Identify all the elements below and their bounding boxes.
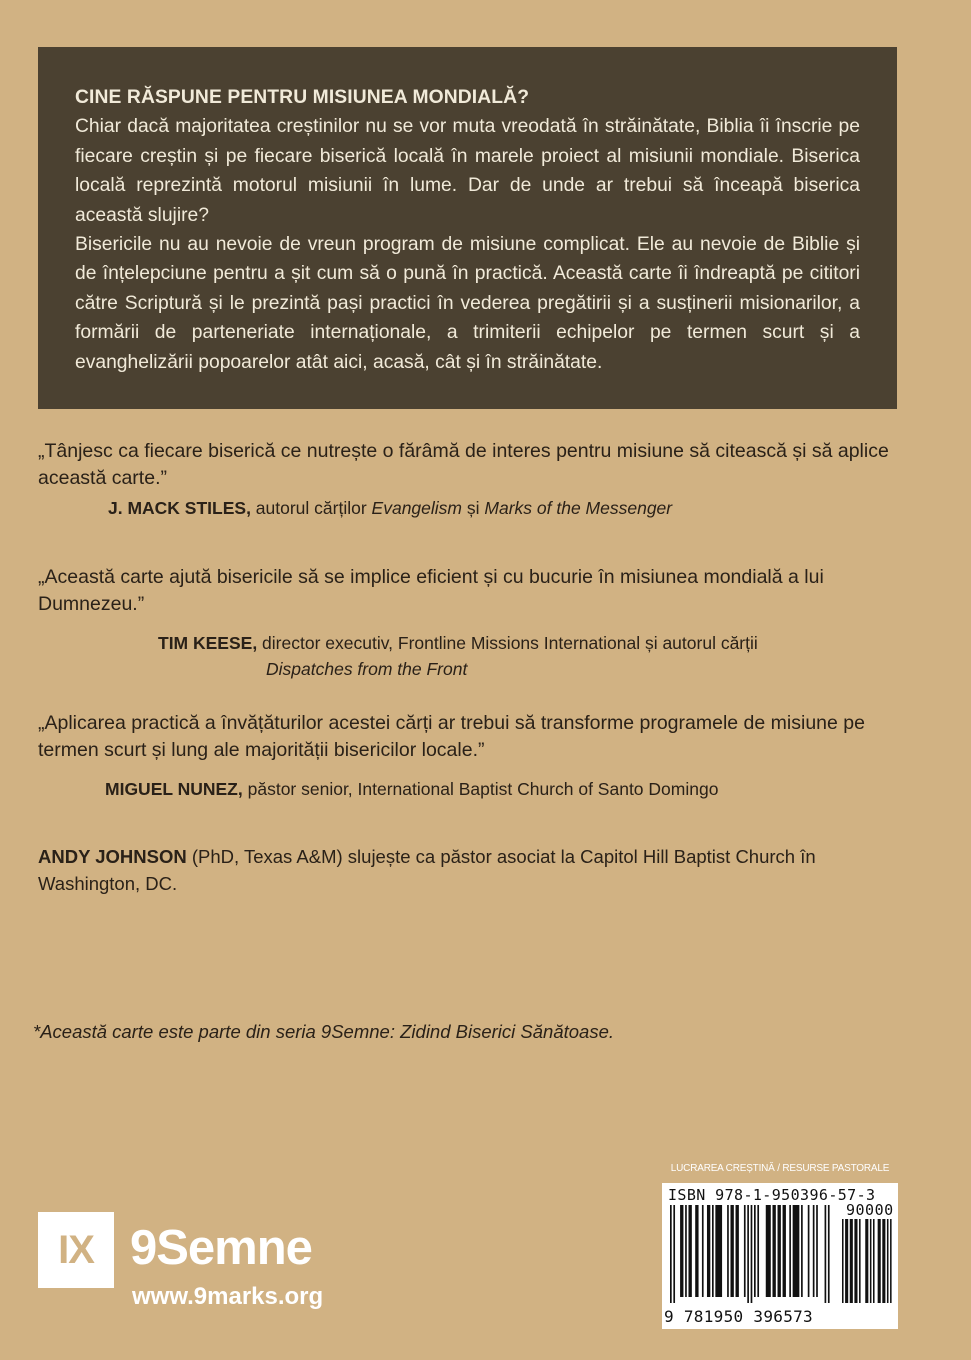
endorsement-1-book-1: Evangelism [371, 498, 463, 518]
endorsement-2-attribution [158, 630, 758, 656]
barcode-bar [744, 1205, 746, 1297]
publisher-url: www.9marks.org [132, 1283, 324, 1310]
barcode-bar [845, 1219, 848, 1303]
author-bio [38, 843, 918, 897]
endorsement-1 [38, 438, 898, 492]
barcode-bar [702, 1205, 704, 1297]
barcode-bar [715, 1205, 722, 1297]
endorsement-1-name: J. MACK STILES, [108, 498, 251, 518]
barcode-bar [680, 1205, 683, 1297]
barcode-bar [882, 1219, 885, 1303]
endorsement-1-attribution [108, 495, 672, 521]
barcode-bar [854, 1219, 857, 1303]
barcode-bar [766, 1205, 771, 1297]
barcode-bar [789, 1205, 791, 1297]
description-heading: CINE RĂSPUNE PENTRU MISIUNEA MONDIALĂ? [75, 87, 530, 108]
barcode-bar [828, 1205, 830, 1303]
barcode-bar [727, 1205, 729, 1297]
description-paragraph-2: Bisericile nu au nevoie de vreun program de misiune complicat. Ele au nevoie de Biblie și de înțelepciune pentru a șit cum să o pună în practică. Această carte îi îndreaptă pe cititori către Scriptură și le prezintă pași practici în vederea pregătirii și a susținerii misionarilor, a formării de parteneriate internaționale, a trimiterii echipelor pe termen scurt și a evanghelizării popoarelor atât aici, acasă, cât și în străinătate. [75, 234, 860, 373]
description-paragraph-1: Chiar dacă majoritatea creștinilor nu se vor muta vreodată în străinătate, Biblia îi înscrie pe fiecare creștin și pe fiecare biserică locală în marele proiect al misiunii mondiale. Biserica locală reprezintă motorul misiunii în lume. Dar de unde ar trebui să înceapă biserica această slujire? [75, 116, 860, 226]
barcode-bar [873, 1219, 875, 1303]
endorsement-2-book-line [266, 656, 467, 682]
endorsement-1-quote: „Tânjesc ca fiecare biserică ce nutrește o fărâmă de interes pentru misiune să citească și să aplice această carte.” [38, 440, 889, 489]
barcode-bar [772, 1205, 775, 1297]
barcode-bar [670, 1205, 672, 1303]
barcode-bar [842, 1219, 844, 1303]
endorsement-2 [38, 564, 898, 618]
publisher-logo-mark: IX [38, 1212, 114, 1288]
barcode-bar [793, 1205, 800, 1297]
author-bio-text: (PhD, Texas A&M) slujește ca păstor asociat la Capitol Hill Baptist Church în Washington, DC. [38, 846, 816, 894]
barcode-bar [813, 1205, 815, 1297]
barcode-bar [747, 1205, 749, 1303]
barcode-bar [685, 1205, 687, 1297]
barcode-category: LUCRAREA CREȘTINĂ / RESURSE PASTORALE [670, 1163, 890, 1174]
isbn-label: ISBN 978-1-950396-57-3 [668, 1186, 876, 1204]
barcode-bar [865, 1219, 868, 1303]
barcode-bar [712, 1205, 714, 1297]
description-box [38, 47, 897, 409]
barcode-bar [695, 1205, 698, 1297]
publisher-name: 9Semne [130, 1221, 312, 1275]
barcode [662, 1183, 898, 1329]
barcode-bar [878, 1219, 881, 1303]
endorsement-3-quote: „Aplicarea practică a învățăturilor acestei cărți ar trebui să transforme programele de misiune pe termen scurt și lung ale majorității bisericilor locale.” [38, 712, 865, 761]
author-name: ANDY JOHNSON [38, 846, 187, 867]
barcode-bar [825, 1205, 827, 1303]
barcode-digits: 9 781950 396573 [664, 1307, 813, 1326]
barcode-bar [707, 1205, 710, 1297]
barcode-bars-main [670, 1205, 836, 1305]
endorsement-1-joiner: și [462, 498, 485, 518]
endorsement-3-name: MIGUEL NUNEZ, [105, 779, 243, 799]
barcode-bar [783, 1205, 786, 1297]
barcode-bar [688, 1205, 691, 1297]
barcode-bar [890, 1219, 892, 1303]
barcode-bar [757, 1205, 759, 1297]
series-note: *Această carte este parte din seria 9Semne: Zidind Biserici Sănătoase. [33, 1021, 615, 1042]
barcode-bar [754, 1205, 756, 1297]
barcode-bar [870, 1219, 872, 1303]
endorsement-2-book: Dispatches from the Front [266, 659, 468, 679]
barcode-bar [859, 1219, 861, 1303]
endorsement-1-book-2: Marks of the Messenger [484, 498, 673, 518]
barcode-bar [730, 1205, 733, 1297]
endorsement-2-role: director executiv, Frontline Missions International și autorul cărții [257, 633, 758, 653]
endorsement-3 [38, 710, 898, 764]
barcode-bar [808, 1205, 810, 1297]
barcode-bar [751, 1205, 753, 1303]
barcode-bar [801, 1205, 803, 1297]
barcode-addon-label: 90000 [846, 1201, 894, 1219]
barcode-bar [673, 1205, 675, 1303]
endorsement-1-role: autorul cărților [250, 498, 372, 518]
barcode-bar [887, 1219, 889, 1303]
barcode-bar [778, 1205, 781, 1297]
barcode-bar [816, 1205, 818, 1297]
barcode-bar [736, 1205, 739, 1297]
endorsement-2-quote: „Această carte ajută bisericile să se implice eficient și cu bucurie în misiunea mondială a lui Dumnezeu.” [38, 566, 824, 615]
barcode-bars-addon [842, 1219, 894, 1303]
barcode-bar [850, 1219, 853, 1303]
endorsement-2-name: TIM KEESE, [158, 633, 258, 653]
endorsement-3-role: păstor senior, International Baptist Church of Santo Domingo [242, 779, 719, 799]
endorsement-3-attribution [105, 776, 718, 802]
